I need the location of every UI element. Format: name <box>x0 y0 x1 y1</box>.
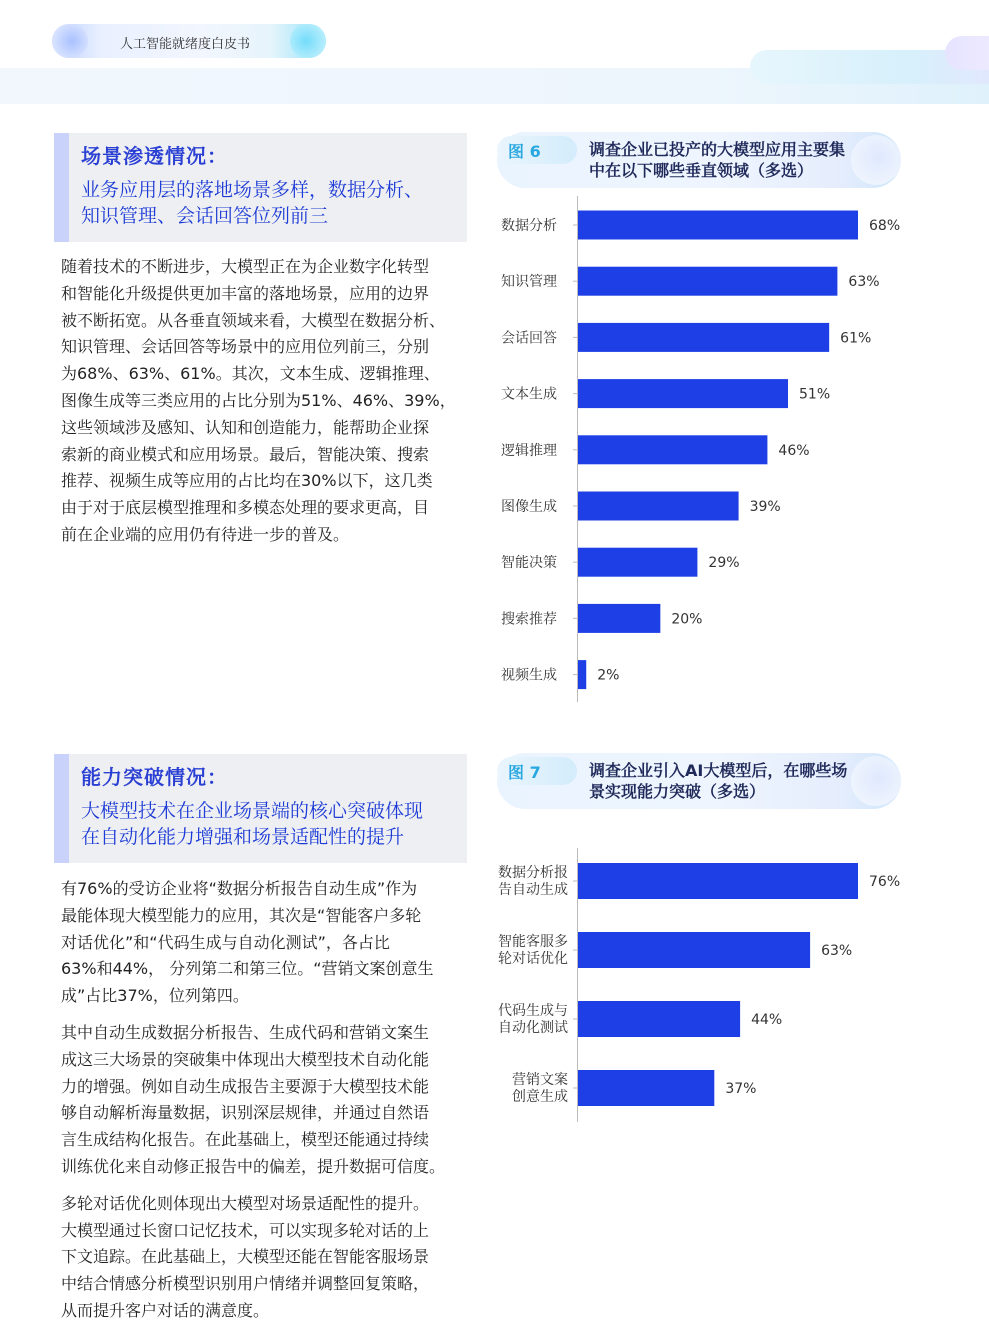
body-paragraph <box>61 1191 481 1325</box>
header-decoration <box>945 36 989 70</box>
section1-heading-box <box>54 133 467 242</box>
figure7-title-line: 调查企业引入AI大模型后，在哪些场 <box>589 761 848 780</box>
section2-subtitle-line: 在自动化能力增强和场景适配性的提升 <box>81 826 405 848</box>
body-line: 下文追踪。在此基础上，大模型还能在智能客服场景 <box>61 1247 430 1267</box>
figure7-title-line: 景实现能力突破（多选） <box>589 782 766 801</box>
figure6-header <box>497 132 901 188</box>
chart-category-label: 代码生成与自动化测试 <box>498 1003 568 1036</box>
section1-body <box>61 254 481 549</box>
section2-subtitle <box>81 798 467 850</box>
body-line: 大模型通过长窗口记忆技术，可以实现多轮对话的上 <box>61 1220 430 1240</box>
section1-subtitle <box>81 177 467 229</box>
body-line: 索新的商业模式和应用场景。最后，智能决策、搜索 <box>61 444 430 464</box>
figure7-caption: 图 7 <box>508 763 541 782</box>
figure7-title <box>589 760 879 802</box>
body-line: 被不断拓宽。从各垂直领域来看，大模型在数据分析、 <box>61 310 446 330</box>
section1-title: 场景渗透情况： <box>81 144 228 168</box>
body-line: 多轮对话优化则体现出大模型对场景适配性的提升。 <box>61 1193 430 1213</box>
chart-category-label: 数据分析报告自动生成 <box>498 865 568 898</box>
chart-bar <box>578 379 788 408</box>
chart-value-label: 29% <box>708 555 740 572</box>
header-dot-left <box>52 24 88 58</box>
body-line: 力的增强。例如自动生成报告主要源于大模型技术能 <box>61 1076 430 1096</box>
chart-value-label: 44% <box>751 1012 783 1028</box>
figure6-caption: 图 6 <box>508 142 541 161</box>
body-line: 最能体现大模型能力的应用，其次是“智能客户多轮 <box>61 905 422 925</box>
body-line: 言生成结构化报告。在此基础上，模型还能通过持续 <box>61 1130 430 1150</box>
chart-bar <box>578 1070 714 1106</box>
body-line: 对话优化”和“代码生成与自动化测试”，各占比 <box>61 932 390 952</box>
chart-value-label: 76% <box>869 874 901 890</box>
body-paragraph <box>61 1020 481 1181</box>
chart-category-label: 智能客服多轮对话优化 <box>498 934 568 967</box>
chart-value-label: 51% <box>799 386 831 403</box>
body-line: 成这三大场景的突破集中体现出大模型技术自动化能 <box>61 1049 430 1069</box>
chart-category-label: 文本生成 <box>501 386 557 403</box>
figure6-bar-chart <box>486 196 926 708</box>
body-line: 知识管理、会话回答等场景中的应用位列前三，分别 <box>61 337 430 357</box>
chart-category-label: 知识管理 <box>501 274 557 291</box>
body-line: 中结合情感分析模型识别用户情绪并调整回复策略， <box>61 1274 430 1294</box>
chart-value-label: 46% <box>778 442 810 459</box>
body-line: 为68%、63%、61%。其次，文本生成、逻辑推理、 <box>61 364 440 384</box>
chart-bar <box>578 548 697 577</box>
chart-category-label: 营销文案创意生成 <box>512 1072 568 1105</box>
chart-value-label: 63% <box>821 943 853 959</box>
body-line: 由于对于底层模型推理和多模态处理的要求更高，目 <box>61 498 430 518</box>
chart-bar <box>578 267 837 296</box>
chart-value-label: 61% <box>840 330 872 347</box>
chart-bar <box>578 323 829 352</box>
chart-category-label: 视频生成 <box>501 667 557 684</box>
figure6-title-line: 中在以下哪些垂直领域（多选） <box>589 161 814 180</box>
chart-bar <box>578 1001 740 1037</box>
section2-subtitle-line: 大模型技术在企业场景端的核心突破体现 <box>81 800 424 822</box>
figure6-title <box>589 139 879 181</box>
body-line: 成”占比37%，位列第四。 <box>61 986 249 1006</box>
figure7-caption-pill <box>497 757 577 785</box>
chart-value-label: 68% <box>869 218 901 234</box>
chart-category-label: 搜索推荐 <box>501 611 557 628</box>
chart-value-label: 20% <box>671 611 703 628</box>
body-line: 这些领域涉及感知、认知和创造能力，能帮助企业探 <box>61 417 430 437</box>
figure6-title-line: 调查企业已投产的大模型应用主要集 <box>589 140 846 159</box>
body-line: 和智能化升级提供更加丰富的落地场景，应用的边界 <box>61 283 430 303</box>
section1-subtitle-line: 业务应用层的落地场景多样，数据分析、 <box>81 179 424 201</box>
chart-bar <box>578 211 858 240</box>
chart-category-label: 智能决策 <box>501 555 557 572</box>
section2-body <box>61 876 481 1325</box>
body-paragraph <box>61 876 481 1010</box>
figure7-header <box>497 753 901 809</box>
body-line: 63%和44%， 分列第二和第三位。“营销文案创意生 <box>61 959 434 979</box>
figure6-caption-pill <box>497 136 577 164</box>
chart-bar <box>578 863 858 899</box>
body-line: 其中自动生成数据分析报告、生成代码和营销文案生 <box>61 1022 430 1042</box>
body-line: 推荐、视频生成等应用的占比均在30%以下，这几类 <box>61 471 433 491</box>
chart-value-label: 37% <box>725 1081 757 1097</box>
chart-category-label: 数据分析 <box>501 218 557 234</box>
chart-bar <box>578 492 739 521</box>
body-line: 图像生成等三类应用的占比分别为51%、46%、39%， <box>61 390 456 410</box>
chart-bar <box>578 435 767 464</box>
header-title: 人工智能就绪度白皮书 <box>120 37 251 52</box>
header-pill <box>52 24 326 58</box>
body-line: 前在企业端的应用仍有待进一步的普及。 <box>61 524 350 544</box>
figure7-bar-chart <box>486 848 926 1128</box>
body-line: 训练优化来自动修正报告中的偏差，提升数据可信度。 <box>61 1156 446 1176</box>
body-line: 随着技术的不断进步，大模型正在为企业数字化转型 <box>61 257 430 276</box>
chart-value-label: 63% <box>848 274 880 291</box>
chart-value-label: 39% <box>749 499 781 515</box>
body-line: 从而提升客户对话的满意度。 <box>61 1300 270 1320</box>
chart-bar <box>578 660 586 689</box>
chart-category-label: 逻辑推理 <box>501 442 557 459</box>
section2-heading-box <box>54 754 467 863</box>
chart-category-label: 会话回答 <box>501 330 557 347</box>
chart-bar <box>578 932 810 968</box>
chart-value-label: 2% <box>597 667 620 684</box>
header-dot-right <box>290 24 326 58</box>
section2-title: 能力突破情况： <box>81 765 228 789</box>
chart-category-label: 图像生成 <box>501 499 557 515</box>
section1-subtitle-line: 知识管理、会话回答位列前三 <box>81 205 329 227</box>
body-line: 够自动解析海量数据，识别深层规律，并通过自然语 <box>61 1103 430 1123</box>
body-line: 有76%的受访企业将“数据分析报告自动生成”作为 <box>61 879 418 898</box>
chart-bar <box>578 604 660 633</box>
